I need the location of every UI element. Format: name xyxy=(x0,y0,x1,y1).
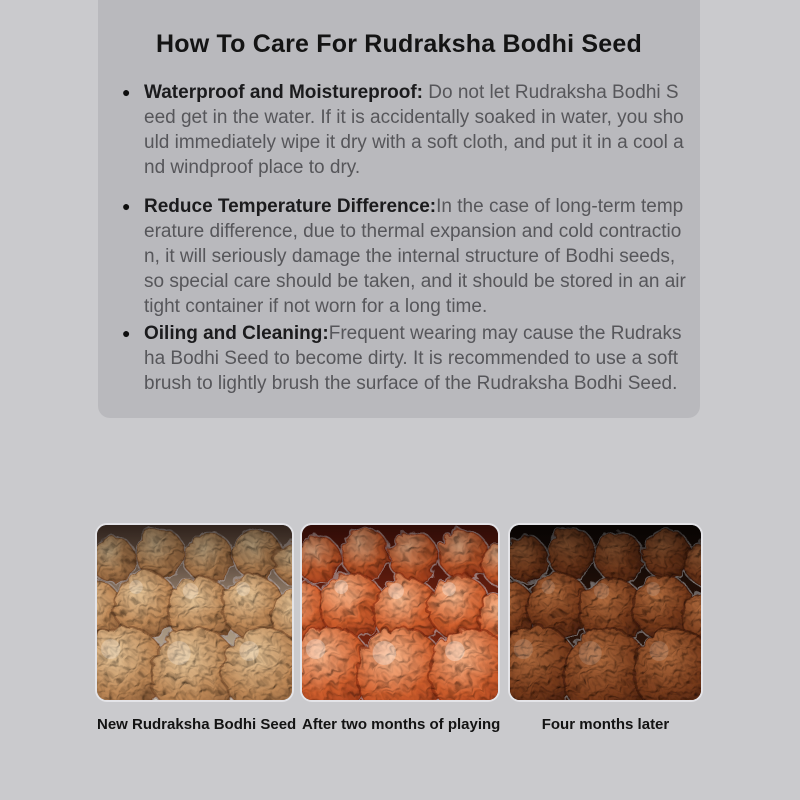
bullet-text: In the case of long-term temperature difference, due to thermal expansion and cold contraction, it will seriously damage the internal structure of Bodhi seeds, so special care should be taken, and it should be stored in an airtight container if not worn for a long time. xyxy=(144,196,686,317)
caption-two-months-playing: After two months of playing xyxy=(302,716,501,733)
caption-new-bodhi-seed: New Rudraksha Bodhi Seed xyxy=(97,716,297,733)
photo-new-bodhi-seed xyxy=(97,525,292,700)
bodhi-seed-illustration xyxy=(97,525,292,700)
bullet-dot-icon: ● xyxy=(122,325,131,341)
page-title: How To Care For Rudraksha Bodhi Seed xyxy=(156,30,642,58)
care-panel xyxy=(98,0,700,418)
care-bullet-list xyxy=(122,80,688,396)
bodhi-seed-illustration xyxy=(302,525,498,700)
photo-two-months-playing xyxy=(302,525,498,700)
bullet-dot-icon: ● xyxy=(122,198,131,214)
bullet-text: Frequent wearing may cause the Rudraksha Bodhi Seed to become dirty. It is recommended to use a soft brush to lightly brush the surface of the Rudraksha Bodhi Seed. xyxy=(144,323,682,394)
care-bullet-temperature xyxy=(122,194,688,319)
caption-four-months-later: Four months later xyxy=(541,716,670,733)
bullet-label: Oiling and Cleaning: xyxy=(144,323,329,344)
bullet-label: Reduce Temperature Difference: xyxy=(144,196,437,217)
photo-four-months-later xyxy=(510,525,701,700)
bullet-dot-icon: ● xyxy=(122,84,131,100)
care-bullet-oiling xyxy=(122,321,688,396)
bullet-text: Do not let Rudraksha Bodhi Seed get in the water. If it is accidentally soaked in water, you should immediately wipe it dry with a soft cloth, and put it in a cool and windproof place to dry. xyxy=(144,82,684,178)
bullet-label: Waterproof and Moistureproof: xyxy=(144,82,423,103)
care-bullet-waterproof xyxy=(122,80,688,180)
bodhi-seed-illustration xyxy=(510,525,701,700)
